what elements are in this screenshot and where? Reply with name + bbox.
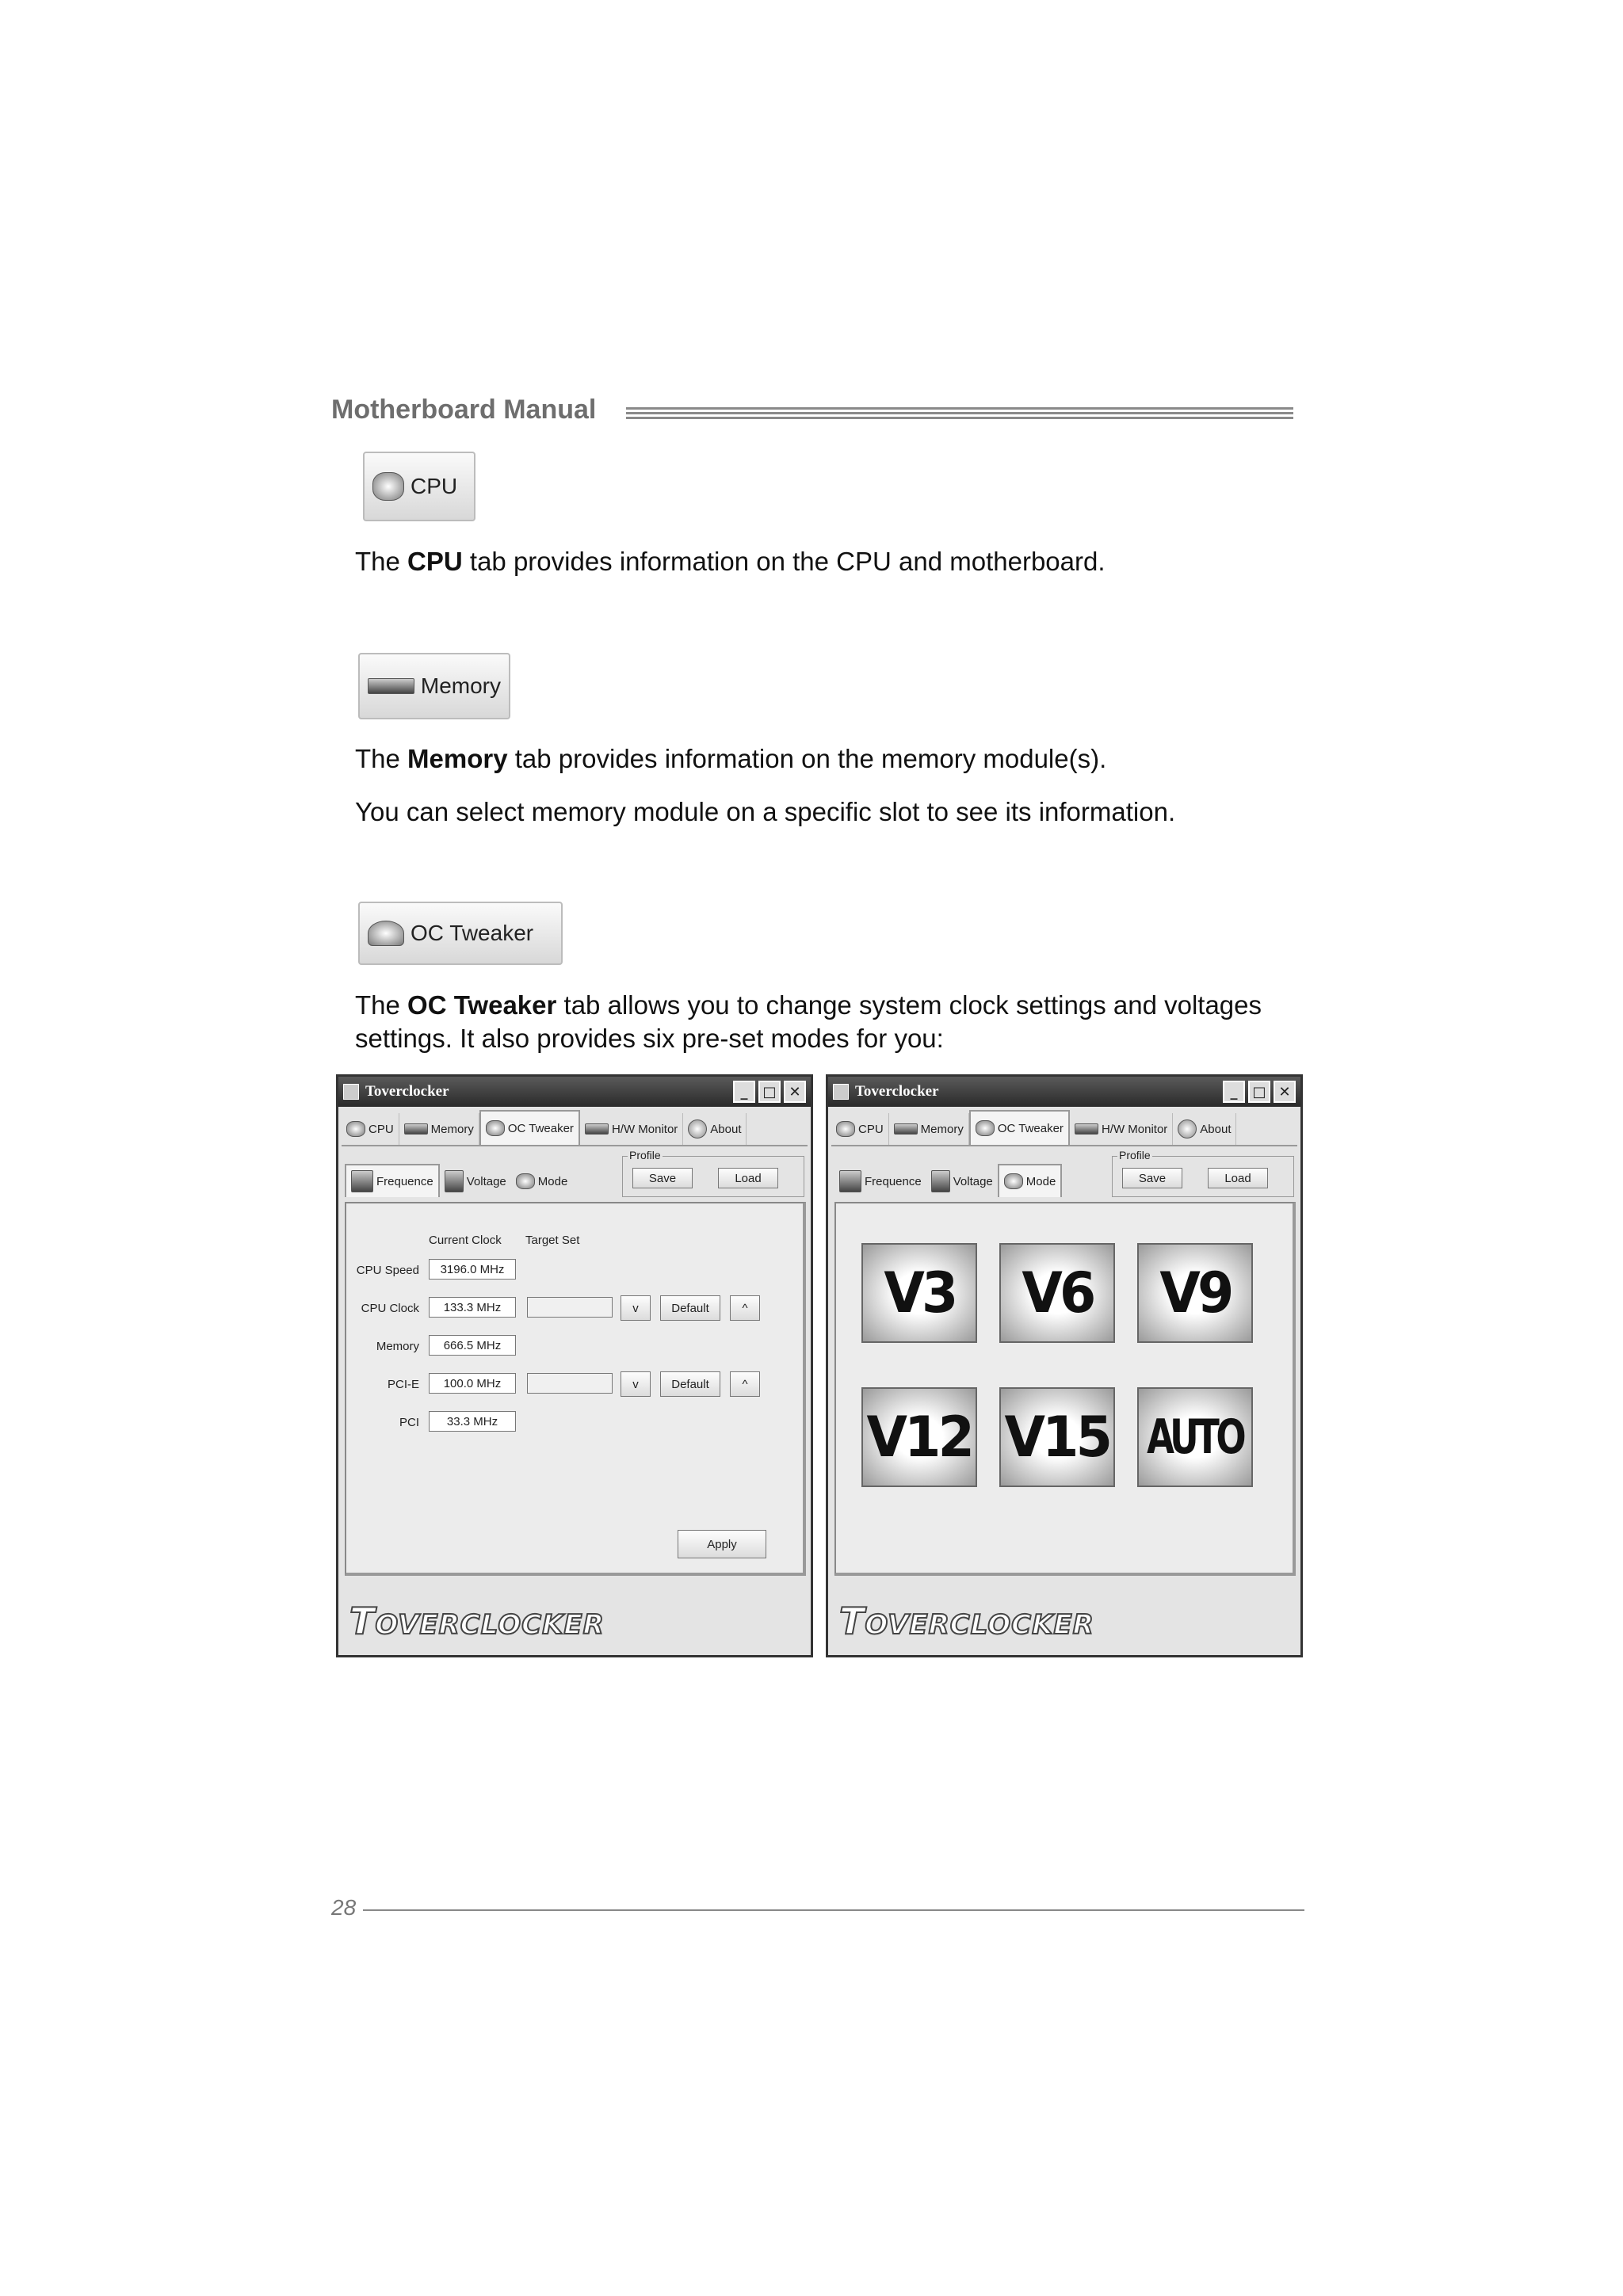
tab-hw-monitor[interactable]: H/W Monitor <box>580 1113 683 1145</box>
profile-group: Profile Save Load <box>1112 1156 1294 1197</box>
minimize-button[interactable]: _ <box>1223 1081 1245 1103</box>
tab-about[interactable]: About <box>683 1113 747 1145</box>
profile-save-button[interactable]: Save <box>632 1168 693 1188</box>
voltage-icon <box>445 1170 464 1192</box>
profile-load-button[interactable]: Load <box>1208 1168 1268 1188</box>
memory-tab-icon-label: Memory <box>420 673 501 698</box>
monitor-icon <box>585 1123 609 1135</box>
cpu-speed-value: 3196.0 MHz <box>429 1259 516 1280</box>
cpu-chip-icon <box>372 472 404 501</box>
toverclocker-window-frequence <box>336 1074 813 1657</box>
app-icon <box>343 1084 359 1100</box>
tab-oc-tweaker[interactable]: OC Tweaker <box>969 1110 1070 1145</box>
mode-v15-button[interactable]: V15 <box>999 1387 1115 1487</box>
pci-clock-label: PCI <box>399 1416 419 1429</box>
footer-rule <box>363 1909 1304 1911</box>
subtab-mode[interactable]: Mode <box>998 1164 1063 1197</box>
cpu-chip-icon <box>836 1121 855 1137</box>
pcie-clock-down-button[interactable]: v <box>621 1371 651 1397</box>
toverclocker-window-mode <box>826 1074 1303 1657</box>
close-button[interactable]: ✕ <box>1274 1081 1296 1103</box>
profile-save-button[interactable]: Save <box>1122 1168 1182 1188</box>
tab-cpu[interactable]: CPU <box>831 1113 889 1145</box>
pci-clock-value: 33.3 MHz <box>429 1411 516 1432</box>
profile-group: Profile Save Load <box>622 1156 804 1197</box>
cpu-clock-value: 133.3 MHz <box>429 1297 516 1318</box>
subtab-frequence[interactable]: Frequence <box>345 1164 440 1197</box>
pcie-clock-value: 100.0 MHz <box>429 1373 516 1394</box>
toverclocker-logo: TOVERCLOCKER <box>839 1600 1094 1642</box>
pcie-clock-up-button[interactable]: ^ <box>730 1371 760 1397</box>
profile-load-button[interactable]: Load <box>718 1168 778 1188</box>
mode-v12-button[interactable]: V12 <box>861 1387 977 1487</box>
tab-hw-monitor[interactable]: H/W Monitor <box>1070 1113 1173 1145</box>
speedometer-icon <box>486 1120 505 1136</box>
pcie-clock-default-button[interactable]: Default <box>660 1371 720 1397</box>
subtab-frequence[interactable]: Frequence <box>834 1165 926 1197</box>
mode-v6-button[interactable]: V6 <box>999 1243 1115 1343</box>
toverclocker-logo: TOVERCLOCKER <box>349 1600 605 1642</box>
maximize-button[interactable]: □ <box>758 1081 781 1103</box>
header-rule <box>626 407 1293 421</box>
tab-about[interactable]: About <box>1173 1113 1236 1145</box>
mode-v9-button[interactable]: V9 <box>1137 1243 1253 1343</box>
oc-tweaker-tab-icon-label: OC Tweaker <box>411 921 534 945</box>
speedometer-icon <box>976 1120 995 1136</box>
oc-tweaker-description: The OC Tweaker tab allows you to change system clock settings and voltages settings. It also provides six pre-set modes for you: <box>355 990 1262 1053</box>
mode-panel <box>834 1202 1296 1576</box>
info-icon <box>1178 1119 1197 1138</box>
col-target-set: Target Set <box>525 1234 580 1247</box>
subtab-mode[interactable]: Mode <box>511 1165 573 1197</box>
cpu-speed-label: CPU Speed <box>356 1264 419 1277</box>
pcie-clock-target-input[interactable] <box>527 1373 613 1394</box>
page-number: 28 <box>331 1895 357 1920</box>
memory-clock-value: 666.5 MHz <box>429 1335 516 1356</box>
oc-tweaker-tab-icon-image <box>358 902 563 965</box>
app-icon <box>833 1084 849 1100</box>
window-titlebar: Toverclocker _ □ ✕ <box>828 1077 1300 1107</box>
mode-auto-button[interactable]: AUTO <box>1137 1387 1253 1487</box>
cpu-clock-down-button[interactable]: v <box>621 1295 651 1321</box>
voltage-icon <box>931 1170 950 1192</box>
memory-description-2: You can select memory module on a specific slot to see its information. <box>355 797 1176 826</box>
speedometer-icon <box>368 921 404 946</box>
sub-tabs <box>345 1149 804 1197</box>
subtab-voltage[interactable]: Voltage <box>926 1165 998 1197</box>
cpu-clock-target-input[interactable] <box>527 1297 613 1318</box>
tab-memory[interactable]: Memory <box>889 1113 969 1145</box>
speedometer-icon <box>1004 1173 1023 1189</box>
frequency-chart-icon <box>351 1170 373 1192</box>
frequency-chart-icon <box>839 1170 861 1192</box>
cpu-clock-label: CPU Clock <box>361 1302 419 1315</box>
manual-header-title: Motherboard Manual <box>331 395 597 425</box>
cpu-tab-icon-image <box>363 452 475 521</box>
maximize-button[interactable]: □ <box>1248 1081 1270 1103</box>
cpu-clock-default-button[interactable]: Default <box>660 1295 720 1321</box>
memory-module-icon <box>404 1123 428 1135</box>
mode-v3-button[interactable]: V3 <box>861 1243 977 1343</box>
memory-module-icon <box>894 1123 918 1135</box>
main-tabs <box>342 1113 808 1146</box>
memory-tab-icon-image <box>358 653 510 719</box>
tab-memory[interactable]: Memory <box>399 1113 479 1145</box>
memory-clock-label: Memory <box>376 1340 419 1353</box>
sub-tabs <box>834 1149 1294 1197</box>
close-button[interactable]: ✕ <box>784 1081 806 1103</box>
apply-button[interactable]: Apply <box>678 1530 766 1558</box>
cpu-tab-icon-label: CPU <box>411 474 458 498</box>
cpu-chip-icon <box>346 1121 365 1137</box>
memory-description: The Memory tab provides information on the memory module(s). <box>355 744 1107 773</box>
subtab-voltage[interactable]: Voltage <box>440 1165 511 1197</box>
tab-cpu[interactable]: CPU <box>342 1113 399 1145</box>
window-titlebar: Toverclocker _ □ ✕ <box>338 1077 811 1107</box>
tab-oc-tweaker[interactable]: OC Tweaker <box>479 1110 580 1145</box>
speedometer-icon <box>516 1173 535 1189</box>
cpu-clock-up-button[interactable]: ^ <box>730 1295 760 1321</box>
minimize-button[interactable]: _ <box>733 1081 755 1103</box>
col-current-clock: Current Clock <box>429 1234 502 1247</box>
info-icon <box>688 1119 707 1138</box>
frequence-panel <box>345 1202 806 1576</box>
main-tabs <box>831 1113 1297 1146</box>
monitor-icon <box>1075 1123 1098 1135</box>
cpu-description: The CPU tab provides information on the CPU and motherboard. <box>355 547 1106 576</box>
memory-module-icon <box>368 678 414 694</box>
pcie-clock-label: PCI-E <box>387 1378 419 1391</box>
